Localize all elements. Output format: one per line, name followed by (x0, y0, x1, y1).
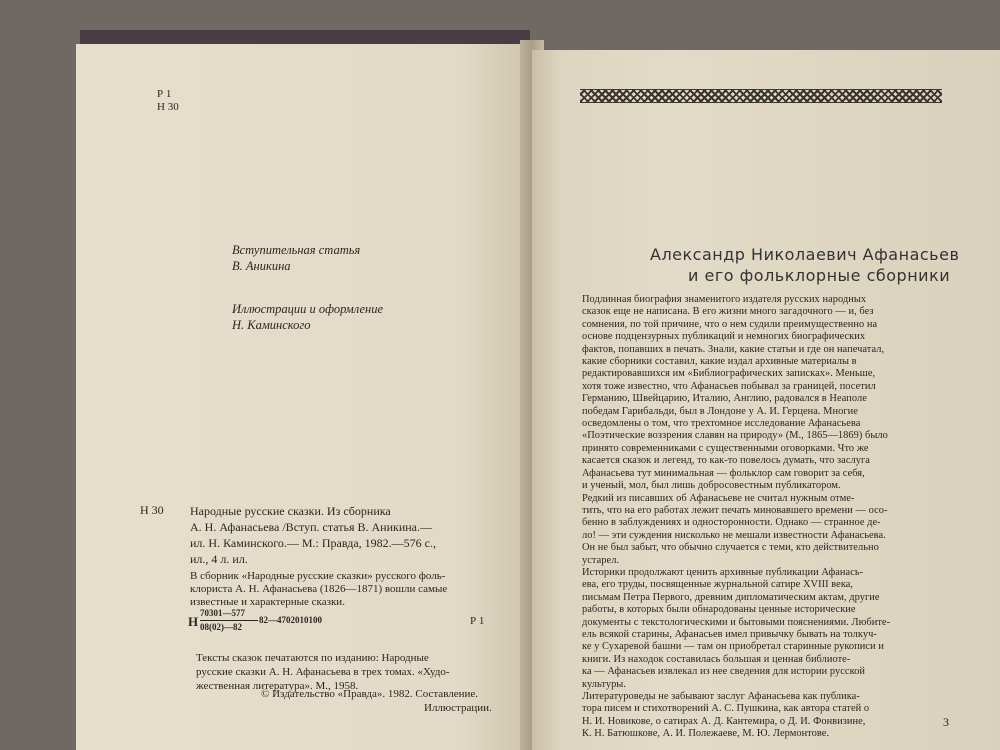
source-line: жественная литература». М., 1958. (196, 680, 359, 692)
source-line: Тексты сказок печатаются по изданию: Народные (196, 652, 429, 664)
body-line: «Поэтические воззрения славян на природу» (М., 1865—1869) было (582, 430, 888, 442)
catalog-line: ил., 4 л. ил. (190, 552, 248, 566)
decorative-border (580, 89, 942, 103)
body-line: победам Гарибальди, был в Лондоне у А. И. Герцена. Многие (582, 405, 858, 417)
copyright-illustrations: Иллюстрации. (424, 702, 492, 714)
body-line: тора писем и стихотворений А. С. Пушкина, как автора статей о (582, 703, 870, 715)
index-letter: Н (188, 614, 199, 629)
illustrations-label: Иллюстрации и оформление (232, 302, 384, 316)
body-line: К. Н. Батюшкове, А. И. Полежаеве, М. Ю. Лермонтове. (582, 728, 830, 740)
intro-label: Вступительная статья (232, 243, 361, 257)
catalog-line: Народные русские сказки. Из сборника (190, 504, 391, 518)
body-line: Н. И. Новикове, о сатирах А. Д. Кантемира, о Д. И. Фонвизине, (582, 715, 866, 727)
body-line: фактов, попавших в печать. Знали, какие статьи и где он напечатал, (582, 343, 885, 355)
article-title-line2: и его фольклорные сборники (688, 266, 951, 285)
page-number: 3 (943, 715, 949, 729)
intro-author: В. Аникина (232, 259, 291, 273)
catalog-code: Н 30 (140, 503, 164, 517)
copyright-line: © Издательство «Правда». 1982. Составление. (261, 688, 479, 700)
body-line: Германию, Швейцарию, Италию, Англию, радовался в Неаполе (582, 393, 867, 405)
index-bottom: 08(02)—82 (200, 622, 242, 632)
body-line: хотя тоже известно, что Афанасьев побывал за границей, посетил (582, 380, 876, 392)
body-line: ло! — эти суждения нисколько не мешали известности Афанасьева. (582, 529, 886, 541)
annotation-line: В сборник «Народные русские сказки» русского фоль- (190, 570, 446, 582)
index-tail: 82—4702010100 (259, 615, 322, 625)
body-line: Литературоведы не забывают заслуг Афанасьева как публика- (582, 691, 860, 702)
catalog-line: ил. Н. Каминского.— М.: Правда, 1982.—576 с., (190, 536, 436, 550)
body-line: Он не был забыт, что обычно случается с теми, кто действительно (582, 542, 879, 554)
body-line: ева, его труды, посвященные журнальной сатире XVIII века, (582, 579, 854, 591)
body-line: ель всякой старины, Афанасьев имел привычку бывать на толкуч- (582, 628, 877, 640)
body-line: осведомлены о том, что трехтомное исследование Афанасьева (582, 418, 861, 430)
body-line: работы, в которых были обнародованы ценные исторические (582, 604, 856, 616)
body-line: культуры. (582, 678, 626, 690)
annotation (190, 570, 447, 609)
body-line: Подлинная биография знаменитого издателя русских народных (582, 294, 867, 305)
index-top: 70301—577 (200, 608, 245, 618)
article-body (582, 294, 890, 741)
body-line: сомнения, по той причине, что о нем судили преимущественно на (582, 318, 878, 330)
body-line: документы с текстологическими и бытовыми пояснениями. Любите- (582, 616, 891, 628)
left-page (76, 44, 528, 750)
body-line: сказок еще не написана. В его жизни много загадочного — и, без (582, 306, 874, 318)
body-line: письмам Петра Первого, древним дипломатическим актам, другие (582, 591, 880, 603)
body-line: Историки продолжают ценить архивные публикации Афанась- (582, 566, 864, 578)
body-line: касается сказок и легенд, то как-то повелось думать, что заслуга (582, 455, 870, 467)
body-line: Редкий из писавших об Афанасьеве не считал нужным отме- (582, 492, 855, 504)
bbk-code: Р 1 (157, 88, 172, 100)
body-line: книги. Из находок составилась большая и ценная библиоте- (582, 653, 851, 665)
body-line: бенно в заблуждениях и односторонности. Однако — странное де- (582, 517, 881, 529)
illustrations-author: Н. Каминского (232, 318, 311, 332)
index-right: Р 1 (470, 615, 485, 627)
body-line: устарел. (582, 554, 620, 566)
catalog-line: А. Н. Афанасьева /Вступ. статья В. Аникина.— (190, 520, 433, 534)
body-line: принято современниками с существенными оговорками. Что же (582, 442, 869, 454)
body-line: и ученый, мол, был лишь добросовестным публикатором. (582, 480, 841, 492)
body-line: ка — Афанасьев извлекал из нее сведения для истории русской (582, 666, 865, 678)
article-title-line1: Александр Николаевич Афанасьев (650, 245, 960, 264)
body-line: ке у Сухаревой башни — там он приобретал старинные рукописи и (582, 641, 884, 653)
body-line: основе подцензурных публикаций и немногих биографических (582, 331, 866, 343)
source-note (196, 651, 450, 693)
index-fraction-line (200, 620, 258, 621)
annotation-line: известные и характерные сказки. (190, 596, 345, 608)
body-line: тить, что на его работах лежит печать миновавшего времени — осо- (582, 504, 888, 516)
body-line: редактировавшихся им «Библиографических записках». Меньше, (582, 368, 876, 380)
source-line: русские сказки А. Н. Афанасьева в трех томах. «Худо- (196, 666, 450, 678)
catalog-entry (190, 503, 436, 567)
body-line: Афанасьева тут минимальная — фольклор сам говорит за себя, (582, 467, 865, 479)
annotation-line: клориста А. Н. Афанасьева (1826—1871) вошли самые (190, 583, 448, 595)
body-line: какие сборники составил, какие издал архивные материалы в (582, 356, 857, 368)
author-sign: Н 30 (157, 101, 179, 113)
